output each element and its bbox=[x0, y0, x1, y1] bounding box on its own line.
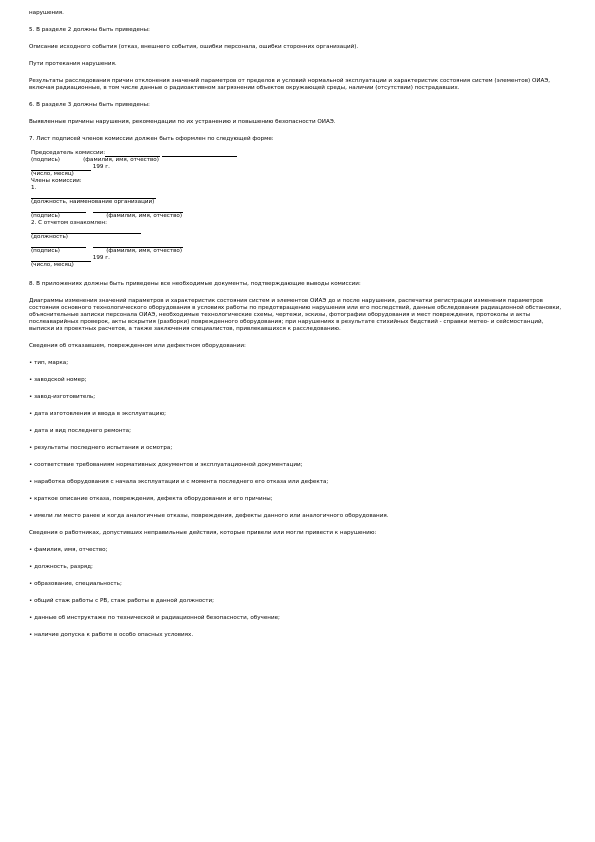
list-item: • дата и вид последнего ремонта; bbox=[29, 428, 131, 434]
chairman-line: Председатель комиссии: bbox=[31, 150, 569, 157]
blank-line bbox=[31, 241, 569, 248]
signature-form bbox=[31, 150, 569, 269]
list-item: • имели ли место ранее и когда аналогичные отказы, повреждения, дефекты данного или аналогичного оборудования. bbox=[29, 513, 389, 519]
list-item: • тип, марка; bbox=[29, 360, 69, 366]
date-line: 199 г. bbox=[31, 164, 569, 171]
member-2-line: 2. С отчетом ознакомлен: bbox=[31, 220, 107, 226]
equipment-intro: Сведения об отказавшем, поврежденном или дефектном оборудовании: bbox=[29, 343, 246, 349]
staff-intro: Сведения о работниках, допустивших неправильные действия, которые привели или могли привести к нарушению: bbox=[29, 530, 377, 536]
blank-line bbox=[31, 206, 569, 213]
list-item: • соответствие требованиям нормативных документов и эксплуатационной документации; bbox=[29, 462, 303, 468]
members-label: Члены комиссии: bbox=[31, 178, 82, 184]
caption: (должность, наименование организации) bbox=[31, 199, 155, 205]
list-item: • данные об инструктаже по технической и радиационной безопасности, обучение; bbox=[29, 615, 280, 621]
paragraph: Выявленные причины нарушения, рекомендации по их устранению и повышению безопасности ОИАЭ. bbox=[29, 119, 336, 125]
paragraph: Пути протекания нарушения. bbox=[29, 61, 117, 67]
caption: (подпись) (фамилия, имя, отчество) bbox=[31, 157, 159, 163]
staff-list bbox=[29, 547, 569, 639]
caption: (подпись) (фамилия, имя, отчество) bbox=[31, 213, 183, 219]
list-item: • общий стаж работы с РВ, стаж работы в данной должности; bbox=[29, 598, 215, 604]
list-item: • фамилия, имя, отчество; bbox=[29, 547, 108, 553]
blank-line bbox=[31, 192, 569, 199]
document-page bbox=[29, 10, 569, 639]
list-item: • образование, специальность; bbox=[29, 581, 122, 587]
list-item: • заводской номер; bbox=[29, 377, 87, 383]
text-line: нарушения. bbox=[29, 10, 64, 16]
list-item: • наработка оборудования с начала эксплуатации и с момента последнего его отказа или дефекта; bbox=[29, 479, 329, 485]
blank-line bbox=[31, 227, 569, 234]
list-item: • дата изготовления и ввода в эксплуатацию; bbox=[29, 411, 167, 417]
caption: (число, месяц) bbox=[31, 262, 74, 268]
list-item: • завод-изготовитель; bbox=[29, 394, 96, 400]
caption: (должность) bbox=[31, 234, 68, 240]
list-item: • результаты последнего испытания и осмотра; bbox=[29, 445, 173, 451]
section-6-heading: 6. В разделе 3 должны быть приведены: bbox=[29, 102, 150, 108]
date-line: 199 г. bbox=[31, 255, 569, 262]
paragraph: Диаграммы изменения значений параметров и характеристик состояния систем и элементов ОИАЭ до и после нарушения, распечатки регистрации изменения параметров состояния основного технологического оборудования в условиях работы по предотвращению нарушения или его последствий, данные обследования радиационной обстановки, объяснительные записки персонала ОИАЭ, необходимые технологические схемы, чертежи, эскизы, фотографии оборудования и мест повреждения, протоколы и акты послеаварийных проверок, акты вскрытия (разборки) поврежденного оборудования; при нарушениях в результате стихийных бедствий - справки метео- и сейсмостанций, выписки из проектных расчетов, а также заключения специалистов, привлекавшихся к расследованию. bbox=[29, 298, 562, 332]
caption: (число, месяц) bbox=[31, 171, 74, 177]
paragraph: Результаты расследования причин отклонения значений параметров от пределов и условий нормальной эксплуатации и характеристик состояния систем (элементов) ОИАЭ, включая радиационные, в том числе данные о радиоактивном загрязнении объектов окружающей среды, наличии (отсутствии) пострадавших. bbox=[29, 78, 551, 91]
member-1-line: 1. bbox=[31, 185, 37, 191]
section-5-heading: 5. В разделе 2 должны быть приведены: bbox=[29, 27, 150, 33]
list-item: • наличие допуска к работе в особо опасных условиях. bbox=[29, 632, 194, 638]
paragraph: Описание исходного события (отказ, внешнего события, ошибки персонала, ошибки сторонних организаций). bbox=[29, 44, 359, 50]
equipment-list bbox=[29, 360, 569, 520]
section-8-heading: 8. В приложениях должны быть приведены все необходимые документы, подтверждающие выводы комиссии: bbox=[29, 281, 361, 287]
caption: (подпись) (фамилия, имя, отчество) bbox=[31, 248, 183, 254]
list-item: • должность, разряд; bbox=[29, 564, 93, 570]
list-item: • краткое описание отказа, повреждения, дефекта оборудования и его причины; bbox=[29, 496, 273, 502]
section-7-heading: 7. Лист подписей членов комиссии должен быть оформлен по следующей форме: bbox=[29, 136, 274, 142]
